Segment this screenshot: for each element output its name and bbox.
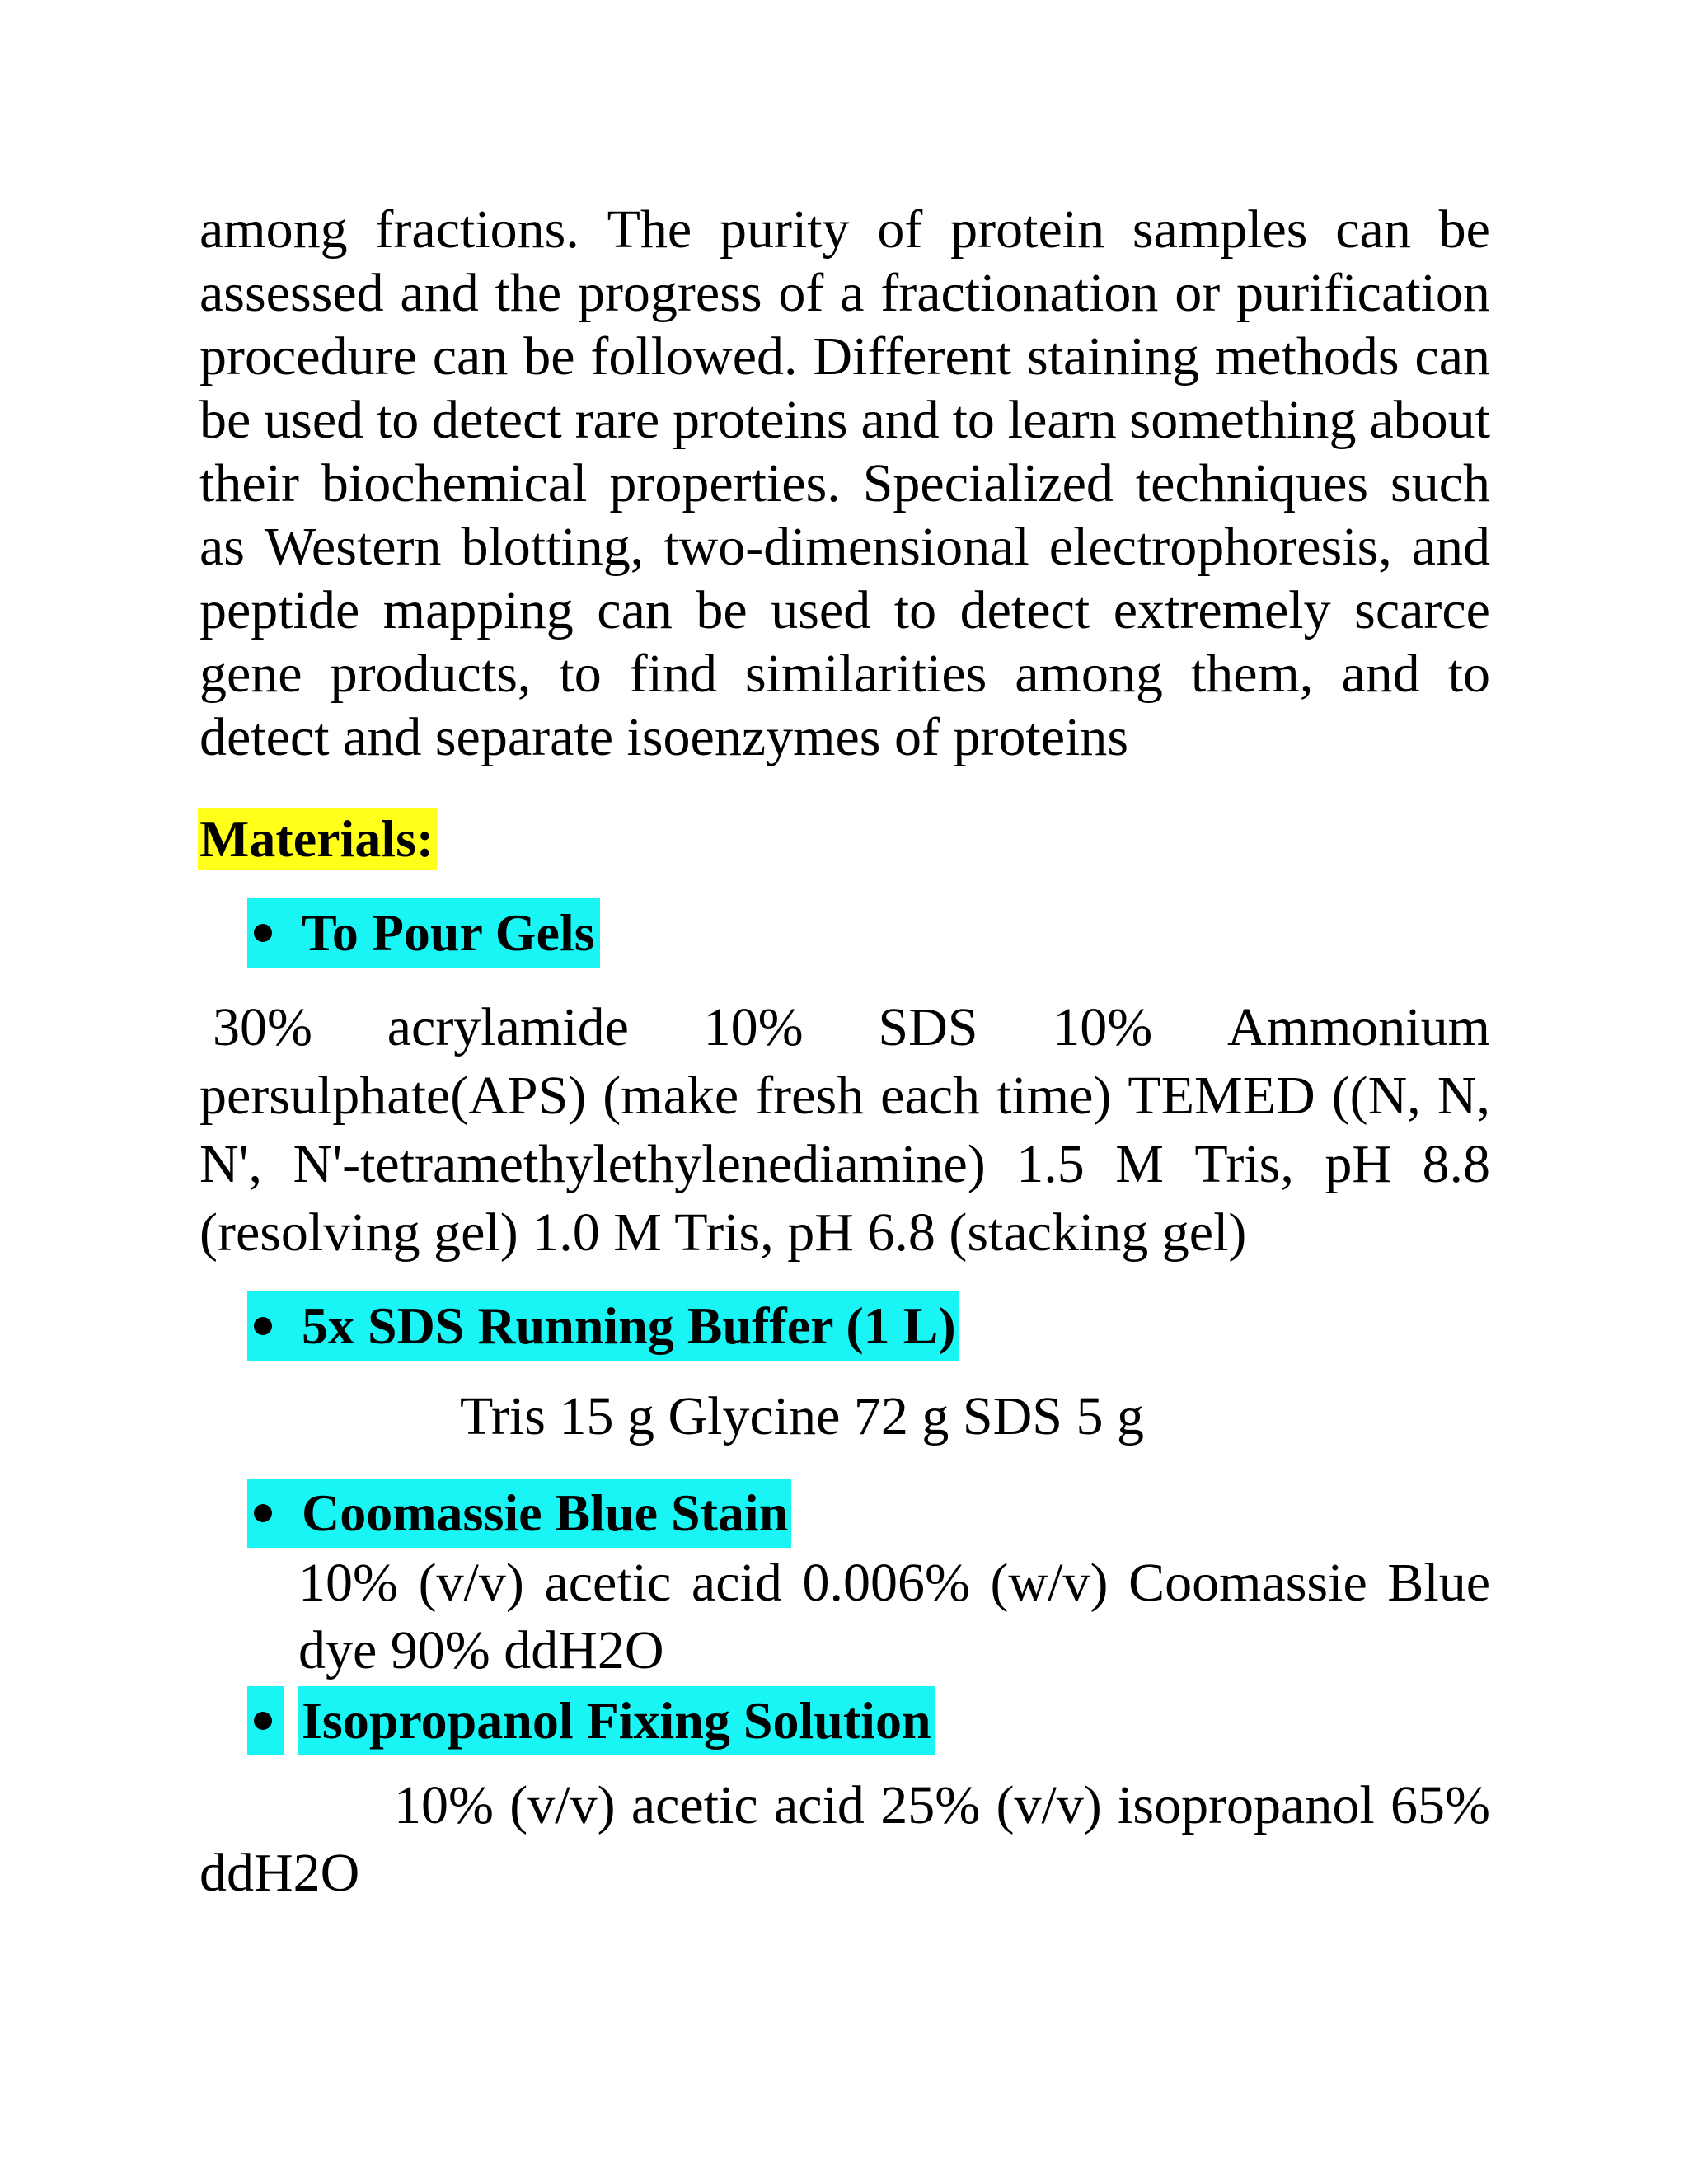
word: to (559, 644, 602, 704)
word: two-dimensional (663, 517, 1029, 577)
word: such (1390, 453, 1490, 513)
bullet-fixing (247, 1686, 935, 1755)
word: among (199, 199, 348, 260)
bullet-dot-icon (254, 1712, 272, 1730)
word: be (1438, 199, 1490, 260)
word: ((N, (1331, 1066, 1421, 1126)
word: pH (1325, 1134, 1391, 1194)
word: 1.5 (1016, 1134, 1085, 1194)
word: 0.006% (802, 1553, 970, 1613)
word: similarities (745, 644, 987, 704)
word: can (1335, 199, 1411, 260)
word: among (1015, 644, 1163, 704)
word: the (495, 263, 562, 323)
intro-line (199, 515, 1490, 579)
word: used (771, 580, 871, 640)
word: SDS (878, 997, 978, 1057)
word: fresh (755, 1066, 865, 1126)
word: Coomassie (1128, 1553, 1367, 1613)
word: (v/v) (418, 1553, 524, 1613)
word: assessed (199, 263, 384, 323)
word: used (264, 390, 364, 450)
word: time) (996, 1066, 1112, 1126)
word: isopropanol (1118, 1775, 1375, 1835)
paragraph-line (199, 1062, 1490, 1130)
word: be (696, 580, 748, 640)
word: samples (1132, 199, 1308, 260)
word: a (840, 263, 865, 323)
word: as (199, 517, 245, 577)
word: can (432, 326, 509, 387)
bullet-dot-box (247, 1686, 284, 1755)
word: TEMED (1128, 1066, 1315, 1126)
word: peptide (199, 580, 360, 640)
bullet-pour-gels (247, 898, 600, 968)
word: products, (330, 644, 532, 704)
word: 10% (394, 1775, 494, 1835)
word: electrophoresis, (1048, 517, 1392, 577)
word: fractions. (375, 199, 579, 260)
intro-paragraph (199, 198, 1490, 769)
word: N'-tetramethylethylenediamine) (293, 1134, 986, 1194)
word: procedure (199, 326, 417, 387)
word: (make (603, 1066, 739, 1126)
section-title: To Pour Gels (302, 903, 595, 962)
paragraph-line: (resolving gel) 1.0 M Tris, pH 6.8 (stacking gel) (199, 1202, 1247, 1263)
word: and (400, 263, 479, 323)
paragraph-line (298, 1549, 1490, 1617)
word: protein (950, 199, 1105, 260)
word: to (893, 580, 937, 640)
word: to (376, 390, 420, 450)
word: 8.8 (1422, 1134, 1490, 1194)
word: persulphate(APS) (199, 1066, 587, 1126)
word: Tris, (1194, 1134, 1294, 1194)
word: purification (1236, 263, 1490, 323)
bullet-dot-icon (254, 1504, 272, 1522)
word: proteins (672, 390, 848, 450)
word: and (1341, 644, 1420, 704)
word: acetic (631, 1775, 758, 1835)
intro-line (199, 261, 1490, 325)
intro-line (199, 452, 1490, 515)
word: properties. (609, 453, 841, 513)
word: 25% (880, 1775, 981, 1835)
word: (v/v) (509, 1775, 616, 1835)
bullet-running-buffer (247, 1291, 959, 1361)
coomassie-paragraph (298, 1549, 1490, 1685)
bullet-highlight (247, 1291, 959, 1361)
word: N', (199, 1134, 263, 1194)
word: M (1115, 1134, 1164, 1194)
word: be (523, 326, 575, 387)
bullet-coomassie (247, 1479, 791, 1548)
word: Western (264, 517, 442, 577)
word: their (199, 453, 299, 513)
word: Different (813, 326, 1012, 387)
word: Blue (1387, 1553, 1490, 1613)
word: be (199, 390, 251, 450)
word: 65% (1390, 1775, 1490, 1835)
word: 10% (703, 997, 804, 1057)
paragraph-line (199, 993, 1490, 1062)
intro-line (199, 642, 1490, 705)
running-buffer-recipe: Tris 15 g Glycine 72 g SDS 5 g (460, 1386, 1144, 1446)
word: and (860, 390, 940, 450)
intro-line (199, 325, 1490, 388)
word: purity (719, 199, 850, 260)
intro-line: detect and separate isoenzymes of proteins (199, 707, 1129, 767)
bullet-highlight (247, 1479, 791, 1548)
word: acid (773, 1775, 865, 1835)
word: rare (574, 390, 660, 450)
word: about (1369, 390, 1490, 450)
word: (w/v) (990, 1553, 1109, 1613)
word: progress (577, 263, 762, 323)
word: N, (1437, 1066, 1490, 1126)
pour-gels-paragraph (199, 993, 1490, 1267)
word: and (1411, 517, 1490, 577)
fixing-paragraph (199, 1772, 1490, 1907)
section-title: 5x SDS Running Buffer (1 L) (302, 1296, 956, 1355)
word: Ammonium (1226, 997, 1490, 1057)
word: learn (1007, 390, 1117, 450)
word: followed. (590, 326, 798, 387)
word: each (880, 1066, 981, 1126)
bullet-highlight (298, 1686, 935, 1755)
bullet-dot-icon (254, 1317, 272, 1335)
word: of (778, 263, 824, 323)
word: 10% (1053, 997, 1153, 1057)
word: The (607, 199, 692, 260)
materials-heading: Materials: (198, 808, 437, 870)
word: 10% (298, 1553, 398, 1613)
word: scarce (1354, 580, 1490, 640)
word: acrylamide (387, 997, 629, 1057)
word: or (1175, 263, 1221, 323)
word: to (1447, 644, 1490, 704)
word: mapping (382, 580, 574, 640)
paragraph-line: ddH2O (199, 1843, 360, 1903)
word: can (1414, 326, 1490, 387)
paragraph-line (199, 1772, 1490, 1840)
word: find (629, 644, 718, 704)
word: acid (691, 1553, 782, 1613)
intro-line (199, 579, 1490, 642)
word: staining (1026, 326, 1199, 387)
word: them, (1190, 644, 1314, 704)
section-title: Coomassie Blue Stain (302, 1483, 789, 1542)
paragraph-line (199, 1130, 1490, 1198)
word: biochemical (321, 453, 588, 513)
word: gene (199, 644, 302, 704)
word: fractionation (880, 263, 1159, 323)
intro-line (199, 198, 1490, 261)
word: to (952, 390, 995, 450)
bullet-dot-icon (254, 924, 272, 942)
intro-line (199, 388, 1490, 452)
word: detect (432, 390, 562, 450)
word: something (1129, 390, 1357, 450)
section-title: Isopropanol Fixing Solution (302, 1691, 931, 1750)
word: methods (1214, 326, 1400, 387)
word: detect (959, 580, 1090, 640)
word: extremely (1113, 580, 1331, 640)
paragraph-line: dye 90% ddH2O (298, 1620, 664, 1680)
word: of (877, 199, 923, 260)
word: can (597, 580, 673, 640)
word: (v/v) (996, 1775, 1102, 1835)
word: acetic (544, 1553, 672, 1613)
word: Specialized (862, 453, 1114, 513)
word: techniques (1135, 453, 1369, 513)
word: 30% (213, 997, 312, 1057)
bullet-highlight (247, 898, 600, 968)
word: blotting, (461, 517, 645, 577)
